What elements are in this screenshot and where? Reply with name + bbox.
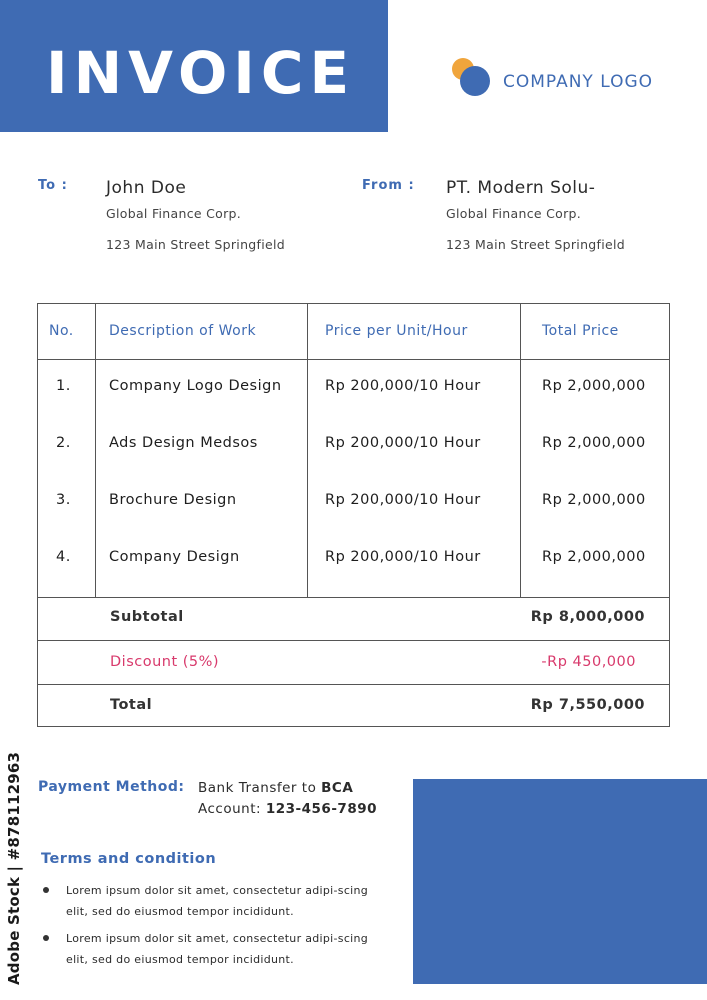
- subtotal-label: Subtotal: [110, 609, 184, 625]
- company-logo-text: COMPANY LOGO: [503, 72, 654, 92]
- table-divider: [38, 684, 669, 685]
- table-divider: [38, 359, 669, 360]
- payment-bank-name: BCA: [321, 780, 354, 796]
- row-number: 2.: [56, 435, 71, 451]
- subtotal-value: Rp 8,000,000: [530, 609, 645, 625]
- to-label: To :: [38, 178, 68, 193]
- payment-bank-prefix: Bank Transfer to: [198, 780, 322, 796]
- row-description: Company Design: [109, 549, 240, 565]
- payment-bank-line: [198, 780, 353, 796]
- from-label: From :: [362, 178, 415, 193]
- logo-blue-circle: [460, 66, 490, 96]
- header-no: No.: [49, 323, 74, 339]
- row-description: Ads Design Medsos: [109, 435, 258, 451]
- row-number: 4.: [56, 549, 71, 565]
- terms-item: Lorem ipsum dolor sit amet, consectetur adipi-scing elit, sed do eiusmod tempor incididunt.: [66, 884, 369, 918]
- discount-value: -Rp 450,000: [541, 654, 636, 670]
- row-description: Brochure Design: [109, 492, 237, 508]
- to-address: 123 Main Street Springfield: [106, 237, 286, 252]
- row-unit-price: Rp 200,000/10 Hour: [325, 435, 481, 451]
- terms-title: Terms and condition: [41, 851, 217, 867]
- row-total: Rp 2,000,000: [542, 549, 646, 565]
- table-divider: [307, 304, 308, 597]
- payment-account-number: 123-456-7890: [265, 801, 377, 817]
- header-total-price: Total Price: [542, 323, 619, 339]
- decorative-blue-box: [413, 779, 707, 984]
- row-number: 1.: [56, 378, 71, 394]
- row-total: Rp 2,000,000: [542, 378, 646, 394]
- payment-method-label: Payment Method:: [38, 779, 185, 795]
- row-unit-price: Rp 200,000/10 Hour: [325, 378, 481, 394]
- invoice-table: [37, 303, 670, 727]
- table-divider: [38, 597, 669, 598]
- to-company: Global Finance Corp.: [106, 206, 242, 221]
- terms-item: Lorem ipsum dolor sit amet, consectetur adipi-scing elit, sed do eiusmod tempor incididunt.: [66, 932, 369, 966]
- to-name: John Doe: [106, 178, 187, 198]
- header-price-unit: Price per Unit/Hour: [325, 323, 468, 339]
- stock-watermark: Adobe Stock | #878112963: [5, 751, 23, 985]
- table-divider: [520, 304, 521, 597]
- table-divider: [38, 640, 669, 641]
- company-logo-icon: [452, 58, 492, 98]
- bullet-icon: [43, 935, 49, 941]
- row-total: Rp 2,000,000: [542, 492, 646, 508]
- row-unit-price: Rp 200,000/10 Hour: [325, 549, 481, 565]
- row-number: 3.: [56, 492, 71, 508]
- invoice-title: INVOICE: [46, 39, 356, 107]
- discount-label: Discount (5%): [110, 654, 220, 670]
- table-divider: [95, 304, 96, 597]
- from-name: PT. Modern Solu-: [446, 178, 596, 198]
- from-address: 123 Main Street Springfield: [446, 237, 626, 252]
- row-unit-price: Rp 200,000/10 Hour: [325, 492, 481, 508]
- bullet-icon: [43, 887, 49, 893]
- row-total: Rp 2,000,000: [542, 435, 646, 451]
- from-company: Global Finance Corp.: [446, 206, 582, 221]
- payment-account-line: [198, 801, 377, 817]
- row-description: Company Logo Design: [109, 378, 282, 394]
- payment-account-prefix: Account:: [198, 801, 266, 817]
- total-value: Rp 7,550,000: [530, 697, 645, 713]
- header-description: Description of Work: [109, 323, 257, 339]
- total-label: Total: [110, 697, 153, 713]
